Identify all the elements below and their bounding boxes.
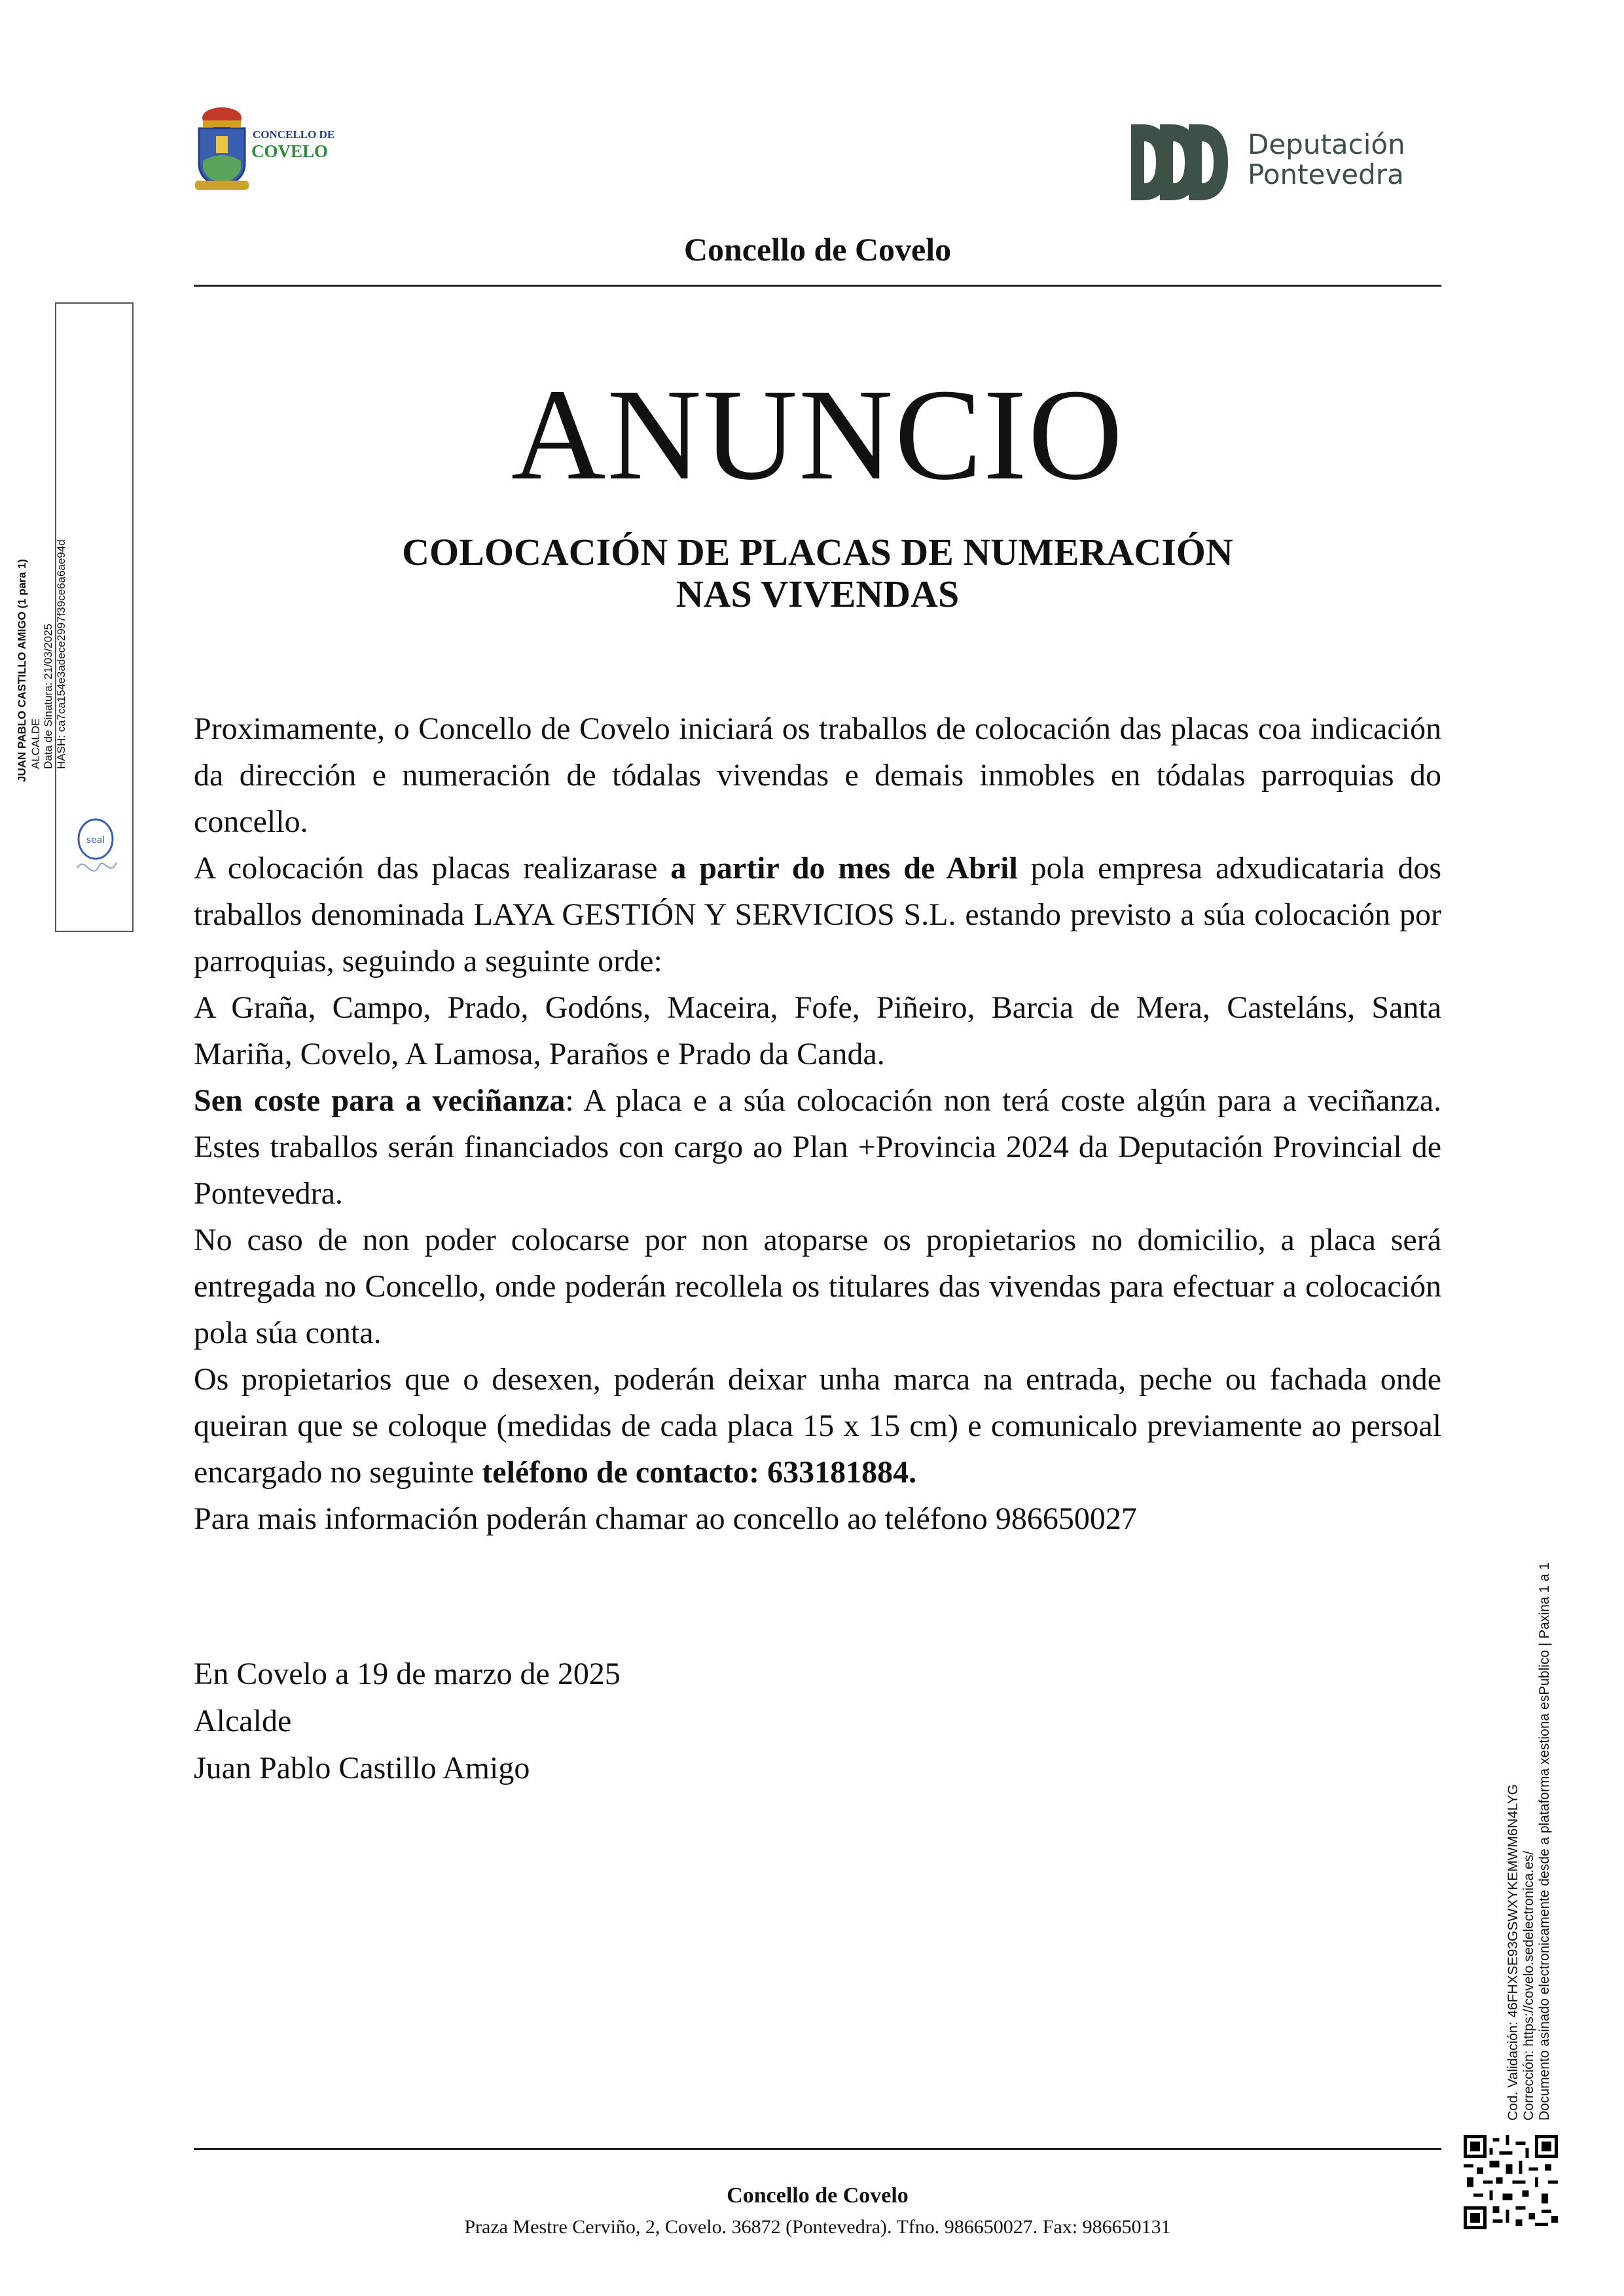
footer-title: Concello de Covelo — [727, 2183, 909, 2208]
paragraph-contact — [194, 1356, 1441, 1496]
paragraph-absence: No caso de non poder colocarse por non atoparse os propietarios no domicilio, a placa será entregada no Concello, onde poderán recollela os titulares das vivendas para efectuar a colocación pola súa conta. — [194, 1223, 1441, 1350]
subtitle-line1: COLOCACIÓN DE PLACAS DE NUMERACIÓN — [402, 531, 1233, 573]
footer-address: Praza Mestre Cerviño, 2, Covelo. 36872 (Pontevedra). Tfno. 986650027. Fax: 986650131 — [464, 2216, 1171, 2238]
validation-document-note: Documento asinado electronicamente desde a plataforma xestiona esPublico | Paxina 1 a 1 — [1537, 1562, 1552, 2121]
page-title: ANUNCIO — [511, 363, 1125, 507]
stamp-hash: HASH: ca7ca154e3adece2997f39ce6a6ae94d — [55, 539, 67, 769]
stamp-signer-name: JUAN PABLO CASTILLO AMIGO (1 para 1) — [16, 559, 28, 782]
paragraph-more-info: Para mais información poderán chamar ao concello ao teléfono 986650027 — [194, 1501, 1137, 1536]
concello-covelo-logo — [194, 103, 357, 195]
contact-text: Os propietarios que o desexen, poderán deixar unha marca na entrada, peche ou fachada onde queiran que se coloque (medidas de cada placa 15 x 15 cm) e comunicalo previamente ao persoal encargado no seguinte — [194, 1362, 1441, 1490]
signature-role: Alcalde — [194, 1704, 292, 1738]
covelo-logo-line2: COVELO — [251, 141, 329, 161]
signature-name: Juan Pablo Castillo Amigo — [194, 1751, 530, 1785]
deputacion-mark-icon — [1131, 122, 1236, 206]
header-title: Concello de Covelo — [683, 231, 952, 268]
svg-text:seal: seal — [86, 835, 105, 846]
validation-code: Cod. Validación: 46FHXSE93GSWXYKEMWM6N4LYG — [1506, 1784, 1521, 2121]
paragraph-parishes: A Graña, Campo, Prado, Godóns, Maceira, Fofe, Piñeiro, Barcia de Mera, Casteláns, Santa Mariña, Covelo, A Lamosa, Paraños e Prado da Canda. — [194, 990, 1441, 1071]
paragraph-cost — [194, 1077, 1441, 1217]
subtitle-line2: NAS VIVENDAS — [676, 573, 960, 615]
covelo-logo-line1: CONCELLO DE — [253, 128, 335, 141]
validation-correction-url[interactable]: Corrección: https://covelo.sedelectronica.es/ — [1521, 1850, 1536, 2121]
notice-body — [194, 706, 1441, 1542]
schedule-text-continued: pola empresa adxudicataria dos traballos denominada LAYA GESTIÓN Y SERVICIOS S.L. estando previsto a súa colocación por parroquias, seguindo a seguinte orde: — [194, 851, 1442, 978]
stamp-signer-role: ALCALDE — [29, 718, 42, 769]
footer-divider — [194, 2148, 1441, 2150]
signature-seal-icon — [69, 814, 122, 886]
deputacion-logo-line1: Deputación — [1248, 128, 1405, 160]
paragraph-schedule — [194, 845, 1441, 984]
deputacion-logo-line2: Pontevedra — [1248, 158, 1404, 190]
qr-code-icon — [1464, 2135, 1558, 2229]
deputacion-pontevedra-logo — [1131, 122, 1432, 207]
covelo-coat-of-arms-icon — [194, 103, 250, 192]
paragraph-intro: Proximamente, o Concello de Covelo iniciará os traballos de colocación das placas coa indicación da dirección e numeración de tódalas vivendas e demais inmobles en tódalas parroquias do concello. — [194, 711, 1441, 839]
cost-text: : A placa e a súa colocación non terá coste algún para a veciñanza. Estes traballos serán financiados con cargo ao Plan +Provincia 2024 da Deputación Provincial de Pontevedra. — [194, 1083, 1442, 1211]
contact-phone-highlight: teléfono de contacto: 633181884. — [482, 1455, 917, 1490]
signature-place-date: En Covelo a 19 de marzo de 2025 — [194, 1657, 621, 1691]
schedule-date-highlight: a partir do mes de Abril — [670, 851, 1018, 886]
schedule-text: A colocación das placas realizarase — [194, 851, 671, 886]
header-divider — [194, 285, 1441, 287]
subtitle — [194, 531, 1441, 615]
signature-block — [194, 1651, 1441, 1792]
stamp-sign-date: Data de Sinatura: 21/03/2025 — [42, 623, 54, 769]
cost-highlight: Sen coste para a veciñanza — [194, 1083, 566, 1118]
